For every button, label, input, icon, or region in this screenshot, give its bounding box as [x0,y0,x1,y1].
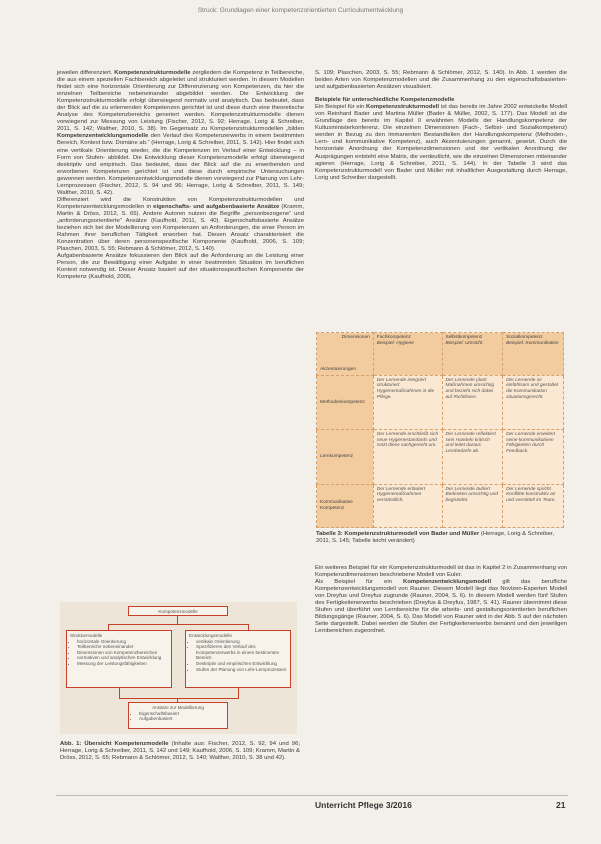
table-col-header: Selbstkompetenz Beispiel: Umsicht [442,333,503,376]
right-column [315,70,567,182]
paragraph: S. 109; Plaschen, 2003, S. 55; Rebmann & Schlömer, 2012, S. 140). In Abb. 1 werden die beiden Arten von Kompetenzmodellen und die Zusammenhang zu den eigenschaftsbasierten- und aufgabenbasierten Ansätzen visualisiert. [315,70,567,91]
diagram-list-item: • Messung der Leistungsfähigkeiten [77,661,168,667]
diagram-list-item: • Spezifizieren den Verlauf des Kompetenzerwerbs in einem bestimmten Bereich [196,644,287,661]
paragraph: Aufgabenbasierte Ansätze fokussieren den Blick auf die Anforderung an die Leistung einer Person, die zur Bewältigung einer Aufgabe in einer bestimmten Situation im beruflichen Kontext notwendig ist. Dieser Ansatz basiert auf der situationsspezifischen Komponente der Kompetenz (Kaufhold, 2006, [57,253,304,281]
table-cell: Der Lernende erweitert seine kommunikativen Fähigkeiten durch Feedback. [503,430,564,484]
running-header: Struck: Grundlagen einer kompetenzorientierten Curriculumentwicklung [197,7,404,14]
competence-structure-table [316,332,564,528]
figure-caption: Abb. 1: Übersicht Kompetenzmodelle (Inhalte aus: Fischer, 2012, S. 92, 94 und 96; Herrage, Lorig & Schreiber, 2011, S. 142 und 149; Kaufhold, 2006, S. 109; Kramm, Martin & Dröss, 2012, S. 65; Rebmann & Schlömer, 2012, S. 140; Walther, 2010, S. 38 und 42). [60,741,300,762]
table-cell: Der Lernende integriert strukturiert Hygienemaßnahmen in die Pflege. [373,375,442,429]
diagram-list-item: • Eigenschaftsbasiert [139,711,224,717]
diagram-list-item: • Stufen der Planung von Lehr-Lernprozessen [196,667,287,673]
diagram-list-item: • Aufgabenbasiert [139,716,224,722]
diagram-list-item: • Teilbereiche nebeneinander [77,644,168,650]
diagram-top-box: Kompetenzmodelle [128,606,228,616]
diagram-list-item: • vertikale Orientierung [196,639,287,645]
paragraph: Ein Beispiel für ein Kompetenzstrukturmodell ist das bereits im Jahre 2002 entwickelte Modell von Reinhard Bader und Martina Müller (Bader & Müller, 2002, S. 177). Das Modell ist die Grundlage des bereits im Kapitel 0 erwähnten Modells der Handlungskompetenz der Kultusministerkonferenz. Die einzelnen Dimensionen (Fach-, Selbst- und Sozialkompetenz) werden in Bezug zu den immanenten Bestandteilen der Handlungskompetenz (Methoden-, Lern- und kommunikative Kompetenz), auch Akzentuierungen genannt, gesetzt. Durch die horizontale Anordnung der Kompetenzdimensionen und der vertikalen Anordnung der Ausprägungen entsteht eine Matrix, die verdeutlicht, wie die einzelnen Dimensionen miteinander agieren (Herrage, Lorig & Schreiber, 2011, S. 144). In der Tabelle 3 wird das Kompetenzstrukturmodell von Bader und Müller mit inhaltlicher Ausgestaltung durch Herrage, Lorig und Schreiber dargestellt. [315,104,567,181]
diagram-list-item: • normativen und analytischen Entwicklung [77,655,168,661]
structure-models-title: Strukturmodelle [70,633,103,638]
paragraph: Als Beispiel für ein Kompetenzentwicklungsmodell gilt das berufliche Kompetenzentwicklungsmodell von Rauner. Diesem Modell liegt das Novizen-Experten Modell von Dreyfus und Dreyfus zugrunde (Rauner, 2004, S. 6). In diesem Modell werden fünf Stufen des Fertigkeitenerwerbs beschrieben (Dreyfus & Dreyfus, 1987, S. 41). Rauner übernimmt diese Stufen und überführt von Lernbereiche für die arbeits- und gestaltungsorientierten beruflichen Bildungsgänge (Rauner, 2004, S. 6). Das Modell von Rauner wird in der Abb. 5 auf der nächsten Seite dargestellt. Dabei werden die Stufen der Fertigkeitenerwerbs benannt und den jeweiligen Lernbereichen zugeordnet. [315,579,568,635]
table-cell: Der Lernende ist einfühlsam und gestaltet die Kommunikation situationsgerecht. [503,375,564,429]
table-cell: Der Lernende erläutert Hygienemaßnahmen verständlich. [373,484,442,527]
approaches-box [128,702,228,729]
page-number: 21 [556,800,566,810]
paragraph: Ein weiteres Beispiel für ein Kompetenzstrukturmodell ist das in Kapitel 2 in Zusammenhang von Kompetenzdimensionen beschriebene Modell von Euler. [315,565,567,579]
table-corner: Dimensionen Akzentuierungen [317,333,374,376]
table-cell: Der Lernende spricht Konflikte konstruktiv an und vermittelt im Team. [503,484,564,527]
table-col-header: Fachkompetenz Beispiel: Hygiene [373,333,442,376]
approaches-title: Ansätze zur Modellierung [152,705,204,710]
table-cell: Der Lernende erschließt sich neue Hygienestandards und setzt diese sachgerecht um. [373,430,442,484]
structure-models-box [66,630,172,688]
table-caption: Tabelle 3: Kompetenzstrukturmodell von Bader und Müller (Herrage, Lorig & Schreiber, 2011, S. 145; Tabelle leicht verändert) [316,531,555,545]
paragraph: jeweilen differenziert. Kompetenzstrukturmodelle zergliedern die Kompetenz in Teilbereiche, die aus einem speziellen Fachbereich abgeleitet und strukturiert werden. In diesem Modellen findet sich eine horizontale Orientierung zur Differenzierung von Kompetenzen, da hier die einzelnen Teilbereiche nebeneinander abgebildet werden. Die Entwicklung der Kompetenzstrukturmodelle erfolgt überwiegend normativ und analytisch. Das bedeutet, dass der Blick auf die zu erlernenden Kompetenzen gerichtet ist und diese durch eine theoretische Analyse des Kompetenzbereichs generiert werden. Kompetenzstrukturmodelle dienen vorwiegend zur Messung von Leistung (Fischer, 2012, S. 92; Herrage, Lorig & Schreiber, 2011, S. 142; Walther, 2010, S. 38). Im Gegensatz zu Kompetenzstrukturmodellen „bilden Kompetenzentwicklungsmodelle den Verlauf des Kompetenzerwerbs in einem bestimmten Bereich, Kontext bzw. Domäne ab.“ (Herrage, Lorig & Schreiber, 2011, S. 142). Hier findet sich eine vertikale Orientierung wieder, die die Kompetenzen im Verlauf einer Entwicklung – in Form von Stufen- abbildet. Die Entwicklung dieser Kompetenzmodelle erfolgt überwiegend deskriptiv und empirisch. Das bedeutet, dass der Blick auf die zu erwerbenden und erworbenen Kompetenzen gerichtet ist und diese durch empirische Untersuchungen gewonnen werden. Kompetenzentwicklungsmodelle dienen vorwiegend zur Planung von Lehr-Lernprozessen (Fischer, 2012, S. 94 und 96; Herrage, Lorig & Schreiber, 2011, S. 149; Walther, 2010, S. 42). [57,70,304,196]
table-cell: Der Lernende plant Maßnahmen umsichtig und bezieht sich dabei auf Richtlinien. [442,375,503,429]
diagram-list-item: • horizontale Orientierung [77,639,168,645]
table-row-header: Kommunikative Kompetenz [317,484,374,527]
development-models-title: Entwicklungsmodelle [189,633,232,638]
journal-title: Unterricht Pflege 3/2016 [315,800,412,810]
right-column-lower [315,565,567,635]
left-column [57,70,304,281]
competence-models-diagram [60,602,297,734]
diagram-list-item: • Deskriptiv und empirischen Entwicklung [196,661,287,667]
table-cell: Der Lernende reflektiert sein Handeln kritisch und leitet daraus Lernbedarfe ab. [442,430,503,484]
section-heading: Beispiele für unterschiedliche Kompetenzmodelle [315,97,455,104]
table-row-header: Methodenkompetenz [317,375,374,429]
table-col-header: Sozialkompetenz Beispiel: Kommunikation [503,333,564,376]
development-models-box [185,630,291,688]
table-cell: Der Lernende äußert Bedenken umsichtig und begründet. [442,484,503,527]
paragraph: Differenziert wird die Konstruktion von Kompetenzstrukturmodellen und Kompetenzentwicklungsmodellen in eigenschafts- und aufgabenbasierte Ansätze (Kramm, Martin & Dröss, 2012, S. 65). Andere Autoren nutzen die Begriffe „personbezogene“ und „anforderungsorientierte“ Ansätze (Kaufhold, 2011, S. 40). Eigenschaftsbasierte Ansätze beziehen sich bei der Modellierung von Kompetenzen an Anforderungen, die einer Person im Rahmen ihrer beruflichen Tätigkeit erworben hat. Diesen Ansatz charakterisiert die Konzentration über deren personenspezifische Komponente (Kaufhold, 2006, S. 109; Plaschen, 2003, S. 55; Rebmann & Schlömer, 2012, S. 140). [57,196,304,253]
diagram-list-item: • Dimensionen von Kompetenzbereichen [77,650,168,656]
table-row-header: Lernkompetenz [317,430,374,484]
footer-divider [56,795,568,796]
